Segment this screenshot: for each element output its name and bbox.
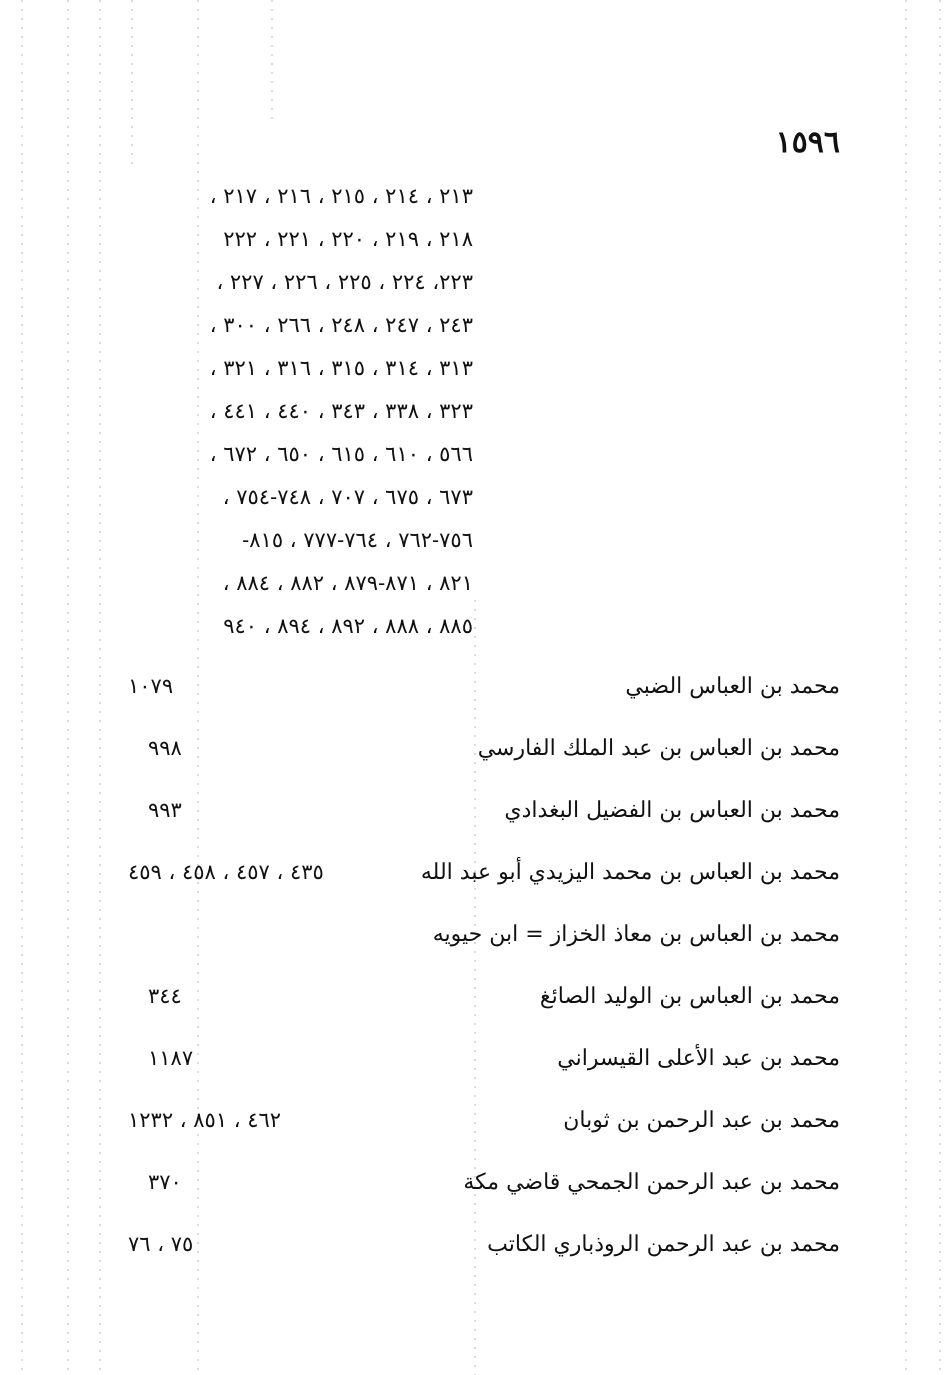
entry-name: محمد بن العباس بن معاذ الخزاز = ابن حيويه: [432, 922, 840, 947]
entry-pages: ١٠٧٩: [128, 674, 174, 698]
entry-name: محمد بن عبد الرحمن الجمحي قاضي مكة: [463, 1170, 840, 1195]
page-references-row: ٣٢٣ ، ٣٣٨ ، ٣٤٣ ، ٤٤٠ ، ٤٤١ ،: [209, 399, 473, 423]
page-references-row: ٦٧٣ ، ٦٧٥ ، ٧٠٧ ، ٧٤٨-٧٥٤ ،: [222, 485, 473, 509]
index-entry: [120, 860, 840, 894]
entry-pages: ٣٤٤: [148, 984, 182, 1008]
entry-name: محمد بن عبد الرحمن الروذباري الكاتب: [487, 1232, 840, 1257]
index-entry: [120, 674, 840, 708]
entry-name: محمد بن عبد الرحمن بن ثوبان: [563, 1108, 840, 1133]
page-references-row: ٧٥٦-٧٦٢ ، ٧٦٤-٧٧٧ ، ٨١٥-: [242, 528, 473, 552]
entry-pages: ٤٣٥ ، ٤٥٧ ، ٤٥٨ ، ٤٥٩: [128, 860, 324, 884]
page-references-row: ٢١٨ ، ٢١٩ ، ٢٢٠ ، ٢٢١ ، ٢٢٢: [223, 227, 473, 251]
page-references-row: ٢٤٣ ، ٢٤٧ ، ٢٤٨ ، ٢٦٦ ، ٣٠٠ ،: [209, 313, 473, 337]
index-entry: [120, 1232, 840, 1266]
page-references-row: ٢١٣ ، ٢١٤ ، ٢١٥ ، ٢١٦ ، ٢١٧ ،: [209, 184, 473, 208]
page-number: ١٥٩٦: [775, 125, 840, 160]
index-entry: [120, 1170, 840, 1204]
entry-pages: ١١٨٧: [148, 1046, 194, 1070]
index-entry: [120, 798, 840, 832]
entry-name: محمد بن العباس بن محمد اليزيدي أبو عبد الله: [420, 860, 840, 885]
page-references-row: ٢٢٣، ٢٢٤ ، ٢٢٥ ، ٢٢٦ ، ٢٢٧ ،: [216, 270, 473, 294]
index-entry: [120, 984, 840, 1018]
entry-pages: ٤٦٢ ، ٨٥١ ، ١٢٣٢: [128, 1108, 282, 1132]
page-references-row: ٨٨٥ ، ٨٨٨ ، ٨٩٢ ، ٨٩٤ ، ٩٤٠: [223, 614, 473, 638]
page-references-row: ٥٦٦ ، ٦١٠ ، ٦١٥ ، ٦٥٠ ، ٦٧٢ ،: [209, 442, 473, 466]
index-entry: [120, 736, 840, 770]
page-references-row: ٨٢١ ، ٨٧١-٨٧٩ ، ٨٨٢ ، ٨٨٤ ،: [222, 571, 473, 595]
index-entry: [120, 1046, 840, 1080]
entry-name: محمد بن عبد الأعلى القيسراني: [557, 1046, 840, 1071]
entry-pages: ٩٩٨: [148, 736, 182, 760]
entry-pages: ٩٩٣: [148, 798, 182, 822]
entry-name: محمد بن العباس بن عبد الملك الفارسي: [477, 736, 840, 761]
page-references-row: ٣١٣ ، ٣١٤ ، ٣١٥ ، ٣١٦ ، ٣٢١ ،: [209, 356, 473, 380]
entry-name: محمد بن العباس بن الفضيل البغدادي: [504, 798, 840, 823]
entry-name: محمد بن العباس الضبي: [625, 674, 840, 699]
index-entry: [120, 1108, 840, 1142]
entry-pages: ٣٧٠: [148, 1170, 182, 1194]
entry-name: محمد بن العباس بن الوليد الصائغ: [539, 984, 840, 1009]
index-entry: [120, 922, 840, 956]
entry-pages: ٧٥ ، ٧٦: [128, 1232, 194, 1256]
